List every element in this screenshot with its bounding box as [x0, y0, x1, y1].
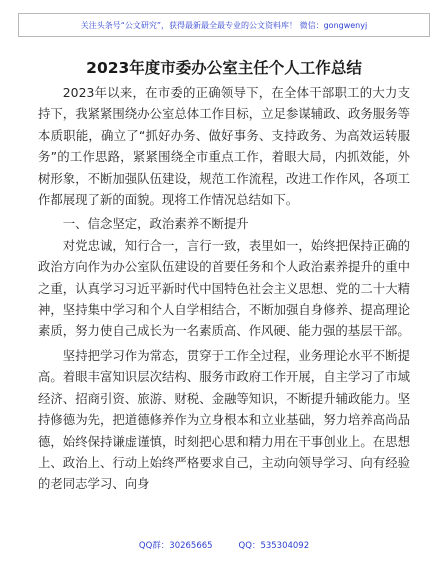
section-heading-1: 一、信念坚定，政治素养不断提升: [62, 216, 249, 232]
qq-group-value: 30265665: [169, 541, 213, 551]
promo-banner-text: 关注头条号“公文研究”，获得最新最全最专业的公文资料库！ 微信：gongwenyj: [80, 20, 368, 30]
promo-banner: [18, 13, 430, 37]
qq-label: QQ：: [238, 541, 261, 551]
intro-paragraph: 2023年以来，在市委的正确领导下，在全体干部职工的大力支持下，我紧紧围绕办公室总体工作目标，立足参谋辅政、政务服务等本质职能，确立了“抓好办务、做好事务、支持政务、为高效运转服务”的工作思路，紧紧围绕全市重点工作，着眼大局，内抓效能，外树形象，不断加强队伍建设，规范工作流程，改进工作作风，各项工作都展现了新的面貌。现将工作情况总结如下。: [38, 85, 410, 208]
document-title: 2023年度市委办公室主任个人工作总结: [86, 59, 362, 77]
qq-group-label: QQ群：: [138, 541, 170, 551]
section1-paragraph-1: 对党忠诚，知行合一，言行一致，表里如一，始终把保持正确的政治方向作为办公室队伍建设的首要任务和个人政治素养提升的重中之重，认真学习习近平新时代中国特色社会主义思想、党的二十大精神，坚持集中学习和个人自学相结合，不断加强自身修养、提高理论素质，努力使自己成长为一名素质高、作风硬、能力强的基层干部。: [38, 237, 410, 339]
section1-paragraph-2: 坚持把学习作为常态，贯穿于工作全过程，业务理论水平不断提高。着眼丰富知识层次结构、服务市政府工作开展，自主学习了市域经济、招商引资、旅游、财税、金融等知识，不断提升辅政能力。坚持修德为先，把道德修养作为立身根本和立业基础，努力培养高尚品德，始终保持谦虚谨慎，时刻把心思和精力用在干事创业上。在思想上、政治上、行动上始终严格要求自己，主动向领导学习、向有经验的老同志学习、向身: [38, 347, 410, 492]
document-body: [38, 82, 410, 495]
contact-footer: [0, 539, 448, 551]
qq-value: 535304092: [260, 541, 310, 551]
